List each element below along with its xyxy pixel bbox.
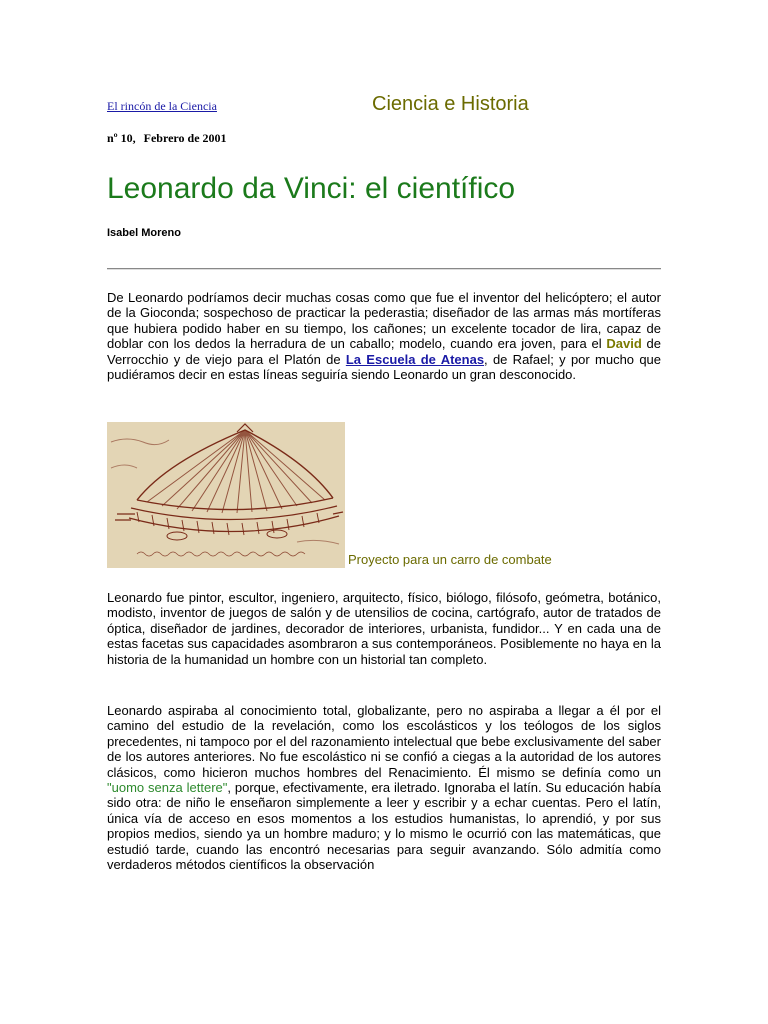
uomo-senza-lettere-quote: "uomo senza lettere" (107, 780, 228, 796)
intro-text-b: de Verrocchio y de viejo para el Platón de (107, 336, 661, 367)
article-author: Isabel Moreno (107, 227, 181, 239)
paragraph-intro (107, 290, 661, 382)
issue-date: Febrero de 2001 (143, 131, 227, 145)
intro-text-c: , de Rafael; y por mucho que pudiéramos decir en estas líneas seguiría siendo Leonardo un gran desconocido. (107, 351, 662, 383)
intro-text-a: De Leonardo podríamos decir muchas cosas como que fue el inventor del helicóptero; el autor de la Gioconda; sospechoso de practicar la pederastia; diseñador de las armas más mortíferas que hubiera podido haber en su tiempo, los cañones; un excelente tocador de lira, capaz de doblar con los dedos la herradura de un caballo; modelo, cuando era joven, para el (107, 290, 661, 352)
section-title: Ciencia e Historia (372, 93, 529, 115)
paragraph-knowledge (107, 703, 661, 872)
knowledge-text-b: , porque, efectivamente, era iletrado. Ignoraba el latín. Su educación había sido otra: de niño le enseñaron simplemente a leer y escribir y a echar cuentas. Pero el latín, única vía de acceso en esos momentos a los estudios humanistas, lo aprendió, y por sus propios medios, siendo ya un hombre maduro; y lo mismo le ocurrió con las matemáticas, que estudió tarde, cuando las encontró necesarias para seguir avanzando. Sólo admitía como verdaderos métodos científicos la observación (107, 780, 661, 873)
combat-vehicle-sketch (107, 422, 345, 568)
site-home-link[interactable]: El rincón de la Ciencia (107, 99, 217, 113)
article-title: Leonardo da Vinci: el científico (107, 172, 516, 205)
issue-number: nº 10, (107, 131, 136, 145)
escuela-de-atenas-link[interactable]: La Escuela de Atenas (345, 351, 485, 367)
issue-info (107, 131, 227, 146)
david-link[interactable]: David (606, 336, 642, 352)
knowledge-text-a: Leonardo aspiraba al conocimiento total, globalizante, pero no aspiraba a llegar a él por el camino del estudio de la revelación, como los escolásticos y los teólogos de los siglos precedentes, ni tampoco por el del razonamiento intelectual que bebe exclusivamente del saber de los autores anteriores. No fue escolástico ni se confió a ciegas a la autoridad de los autores clásicos, como hicieron muchos hombres del Renacimiento. Él mismo se definía como un (107, 703, 661, 780)
divider (107, 268, 661, 270)
paragraph-facets: Leonardo fue pintor, escultor, ingeniero, arquitecto, físico, biólogo, filósofo, geómetra, botánico, modisto, inventor de juegos de salón y de utensilios de cocina, cartógrafo, autor de tratados de óptica, diseñador de jardines, decorador de interiores, urbanista, fundidor... Y en cada una de estas facetas sus capacidades asombraron a sus contemporáneos. Posiblemente no haya en la historia de la humanidad un hombre con un historial tan completo. (107, 590, 661, 667)
figure-caption: Proyecto para un carro de combate (348, 552, 552, 567)
